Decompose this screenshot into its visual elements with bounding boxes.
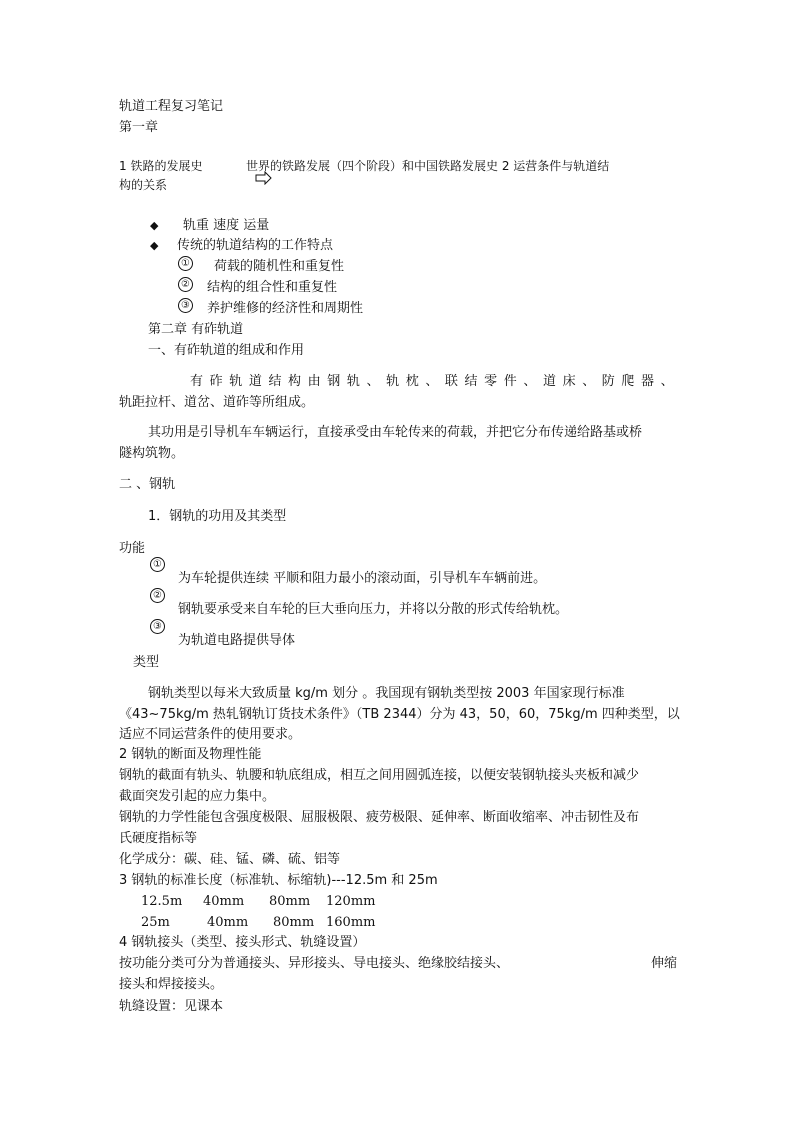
para1-char: 爬 xyxy=(621,374,635,389)
para2-line2: 隧构筑物。 xyxy=(119,446,185,461)
length-row-1-cell: 12.5m xyxy=(141,894,183,909)
circled-number-marker: ① xyxy=(150,557,165,572)
para1-char: 构 xyxy=(288,374,302,389)
length-row-2-cell: 25m xyxy=(141,915,170,930)
para1-char: 、 xyxy=(425,374,439,389)
chemical-composition: 化学成分：碳、硅、锰、磷、硫、铝等 xyxy=(119,852,341,867)
para1-char: 砟 xyxy=(209,374,223,389)
length-row-1-cell: 120mm xyxy=(326,894,376,909)
para1-char: 枕 xyxy=(405,374,419,389)
para1-char: 零 xyxy=(484,374,498,389)
diamond-bullet-icon: ◆ xyxy=(150,219,159,232)
function-label: 功能 xyxy=(119,541,146,556)
para1-char: 道 xyxy=(542,374,556,389)
subsection-4-heading: 4 钢轨接头（类型、接头形式、轨缝设置） xyxy=(119,935,366,950)
para6-line2: 接头和焊接接头。 xyxy=(119,977,224,992)
function-item-1: 为车轮提供连续 平顺和阻力最小的滚动面，引导机车车辆前进。 xyxy=(178,571,547,586)
function-item-2: 钢轨要承受来自车轮的巨大垂向压力，并将以分散的形式传给轨枕。 xyxy=(178,602,569,617)
diamond-bullet-icon: ◆ xyxy=(150,239,159,252)
chapter-1-heading: 第一章 xyxy=(119,120,159,135)
subsection-2-heading: 2 钢轨的断面及物理性能 xyxy=(119,747,262,762)
para4-line1: 钢轨的截面有轨头、轨腰和轨底组成，相互之间用圆弧连接，以便安装钢轨接头夹板和减少 xyxy=(119,768,640,783)
history-text: 1 铁路的发展史 xyxy=(119,159,203,173)
para1-char: 、 xyxy=(523,374,537,389)
para1-char: 器 xyxy=(641,374,655,389)
length-row-2-cell: 160mm xyxy=(326,915,376,930)
length-row-2-cell: 40mm xyxy=(207,915,249,930)
para2-line1: 其功用是引导机车车辆运行，直接承受由车轮传来的荷载，并把它分布传递给路基或桥 xyxy=(148,425,643,440)
para1-char: 、 xyxy=(660,374,674,389)
para5-line1: 钢轨的力学性能包含强度极限、屈服极限、疲劳极限、延伸率、断面收缩率、冲击韧性及布 xyxy=(119,810,640,825)
length-row-1-cell: 40mm xyxy=(203,894,245,909)
circled-number-marker: ② xyxy=(150,588,165,603)
function-item-3: 为轨道电路提供导体 xyxy=(178,633,296,648)
para1-char: 由 xyxy=(307,374,321,389)
para1-line1 xyxy=(190,374,674,390)
para6-line1: 按功能分类可分为普通接头、异形接头、导电接头、绝缘胶结接头、 xyxy=(119,956,510,971)
para1-char: 轨 xyxy=(229,374,243,389)
history-text-line2: 构的关系 xyxy=(119,178,168,192)
para1-char: 结 xyxy=(464,374,478,389)
para6-line1-end: 伸缩 xyxy=(651,956,678,971)
length-row-2-cell: 80mm xyxy=(273,915,315,930)
para1-char: 轨 xyxy=(346,374,360,389)
chapter-2-heading: 第二章 有砟轨道 xyxy=(148,322,244,337)
bullet-item-2: 传统的轨道结构的工作特点 xyxy=(177,238,334,253)
para3-line1: 钢轨类型以每米大致质量 kg/m 划分 。我国现有钢轨类型按 2003 年国家现行标准 xyxy=(148,686,625,701)
para1-char: 联 xyxy=(444,374,458,389)
type-label: 类型 xyxy=(133,655,160,670)
circled-number-marker: ③ xyxy=(178,298,193,313)
sub-item-2: 结构的组合性和重复性 xyxy=(207,280,338,295)
para3-line3: 适应不同运营条件的使用要求。 xyxy=(119,727,302,742)
doc-title: 轨道工程复习笔记 xyxy=(119,99,224,114)
para1-char: 轨 xyxy=(386,374,400,389)
circled-number-marker: ② xyxy=(178,277,193,292)
para1-char: 床 xyxy=(562,374,576,389)
para1-char: 钢 xyxy=(327,374,341,389)
rail-gap-setting: 轨缝设置：见课本 xyxy=(119,999,224,1014)
sub-item-1: 荷载的随机性和重复性 xyxy=(214,259,345,274)
para1-line2: 轨距拉杆、道岔、道砟等所组成。 xyxy=(119,395,315,410)
circled-number-marker: ① xyxy=(178,256,193,271)
section-1-heading: 一、有砟轨道的组成和作用 xyxy=(148,343,305,358)
bullet-item-1: 轨重 速度 运量 xyxy=(183,218,270,233)
para1-char: 结 xyxy=(268,374,282,389)
para1-char: 道 xyxy=(248,374,262,389)
para1-char: 、 xyxy=(582,374,596,389)
para3-line2: 《43~75kg/m 热轧钢轨订货技术条件》（TB 2344）分为 43，50，60，75kg/m 四种类型，以 xyxy=(119,707,680,722)
para5-line2: 氏硬度指标等 xyxy=(119,831,198,846)
para1-char: 件 xyxy=(503,374,517,389)
history-text-cont: 世界的铁路发展（四个阶段）和中国铁路发展史 2 运营条件与轨道结 xyxy=(246,159,610,173)
subsection-1-heading: 1．钢轨的功用及其类型 xyxy=(148,509,287,524)
circled-number-marker: ③ xyxy=(150,619,165,634)
sub-item-3: 养护维修的经济性和周期性 xyxy=(207,301,364,316)
subsection-3-heading: 3 钢轨的标准长度（标准轨、标缩轨)---12.5m 和 25m xyxy=(119,873,438,888)
para1-char: 、 xyxy=(366,374,380,389)
section-2-heading: 二 、钢轨 xyxy=(119,477,176,492)
length-row-1-cell: 80mm xyxy=(269,894,311,909)
para4-line2: 截面突发引起的应力集中。 xyxy=(119,789,276,804)
para1-char: 防 xyxy=(601,374,615,389)
para1-char: 有 xyxy=(190,374,204,389)
